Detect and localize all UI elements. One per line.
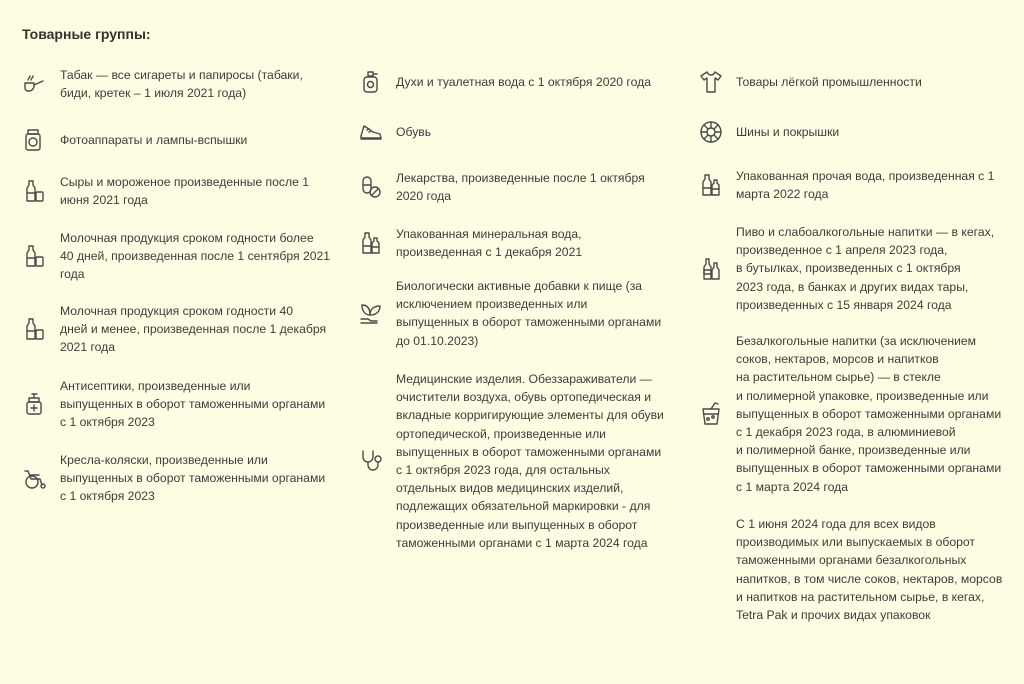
item-text: Табак — все сигареты и папиросы (табаки, биди, кретек – 1 июля 2021 года) xyxy=(60,68,303,101)
pipe-icon xyxy=(22,71,48,97)
list-item-mineral-water xyxy=(358,225,582,261)
item-text: Кресла-коляски, произведенные или выпущенных в оборот таможенными органами с 1 октября 2023 xyxy=(60,453,326,504)
list-item-tobacco xyxy=(22,66,303,102)
item-text: Молочная продукция сроком годности 40 дней и менее, произведенная после 1 декабря 2021 года xyxy=(60,304,327,355)
list-item-dairy-short xyxy=(22,302,326,357)
item-text: Безалкогольные напитки (за исключением соков, нектаров, морсов и напитков на растительном сырье) — в стекле и полимерной упаковке, произведенные или выпущенных в оборот таможенными органами с 1 декабря 2023 года, в алюминиевой и полимерной банке, произведенные или выпущенных в оборот таможенными органами с 1 марта 2024 года xyxy=(736,334,1002,494)
list-item-medical-devices xyxy=(358,370,664,552)
item-text: Сыры и мороженое произведенные после 1 июня 2021 года xyxy=(60,175,310,208)
stethoscope-icon xyxy=(358,448,384,474)
leaf-hand-icon xyxy=(358,300,384,326)
list-item-all-drinks xyxy=(698,515,1002,624)
list-item-beer xyxy=(698,223,994,314)
list-item-soft-drinks xyxy=(698,332,1001,496)
shoe-icon xyxy=(358,119,384,145)
antiseptic-bottle-icon xyxy=(22,391,48,417)
wheelchair-icon xyxy=(22,465,48,491)
item-text: Фотоаппараты и лампы-вспышки xyxy=(60,132,248,147)
list-item-other-water xyxy=(698,167,994,203)
list-item-antiseptics xyxy=(22,377,325,432)
item-text: Упакованная прочая вода, произведенная с 1 марта 2022 года xyxy=(736,169,995,202)
item-text: С 1 июня 2024 года для всех видов производимых или выпускаемых в оборот таможенными органами безалкогольных напитков, в том числе соков, нектаров, морсов и напитков на растительном сырье, в кегах, Tetra Pak и прочих видах упаковок xyxy=(736,517,1003,623)
item-text: Обувь xyxy=(396,124,432,139)
item-text: Антисептики, произведенные или выпущенных в оборот таможенными органами с 1 октября 2023 xyxy=(60,379,326,430)
item-text: Молочная продукция сроком годности более 40 дней, произведенная после 1 сентября 2021 года xyxy=(60,231,331,282)
item-text: Биологически активные добавки к пище (за исключением произведенных или выпущенных в оборот таможенными органами до 01.10.2023) xyxy=(396,279,662,348)
beer-bottles-icon xyxy=(698,256,724,282)
tire-icon xyxy=(698,119,724,145)
item-text: Шины и покрышки xyxy=(736,124,840,139)
list-item-tires xyxy=(698,119,839,145)
perfume-icon xyxy=(358,69,384,95)
item-text: Упакованная минеральная вода, произведенная с 1 декабря 2021 xyxy=(396,227,583,260)
item-text: Духи и туалетная вода с 1 октября 2020 года xyxy=(396,74,651,89)
list-item-supplements xyxy=(358,277,661,350)
tshirt-icon xyxy=(698,69,724,95)
camera-icon xyxy=(22,127,48,153)
list-item-cameras xyxy=(22,127,247,153)
pills-icon xyxy=(358,174,384,200)
item-text: Пиво и слабоалкогольные напитки — в кегах, произведенное с 1 апреля 2023 года, в бутылках, произведенных с 1 октября 2023 года, в банках и других видах тары, произведенных с 15 января 2024 года xyxy=(736,225,995,312)
list-item-wheelchairs xyxy=(22,451,325,506)
list-item-medicines xyxy=(358,169,645,205)
list-item-shoes xyxy=(358,119,431,145)
dairy-bottles-icon xyxy=(22,316,48,342)
list-item-perfume xyxy=(358,69,651,95)
juice-glass-icon xyxy=(698,401,724,427)
item-text: Товары лёгкой промышленности xyxy=(736,74,922,89)
water-bottles-icon xyxy=(358,230,384,256)
list-item-dairy-long xyxy=(22,229,330,284)
dairy-bottles-icon xyxy=(22,243,48,269)
page-title: Товарные группы: xyxy=(22,26,151,42)
dairy-bottles-icon xyxy=(22,178,48,204)
list-item-cheese xyxy=(22,173,309,209)
list-item-light-industry xyxy=(698,69,922,95)
item-text: Медицинские изделия. Обеззараживатели — очистители воздуха, обувь ортопедическая и вкладные корригирующие элементы для обуви ортопедической, произведенные или выпущенных в оборот таможенными органами с 1 октября 2023 года, для остальных отдельных видов медицинских изделий, подлежащих обязательной маркировки - для произведенные или выпущенных в оборот таможенными органами с 1 марта 2024 года xyxy=(396,372,664,550)
water-bottles-icon xyxy=(698,172,724,198)
item-text: Лекарства, произведенные после 1 октября 2020 года xyxy=(396,171,645,204)
